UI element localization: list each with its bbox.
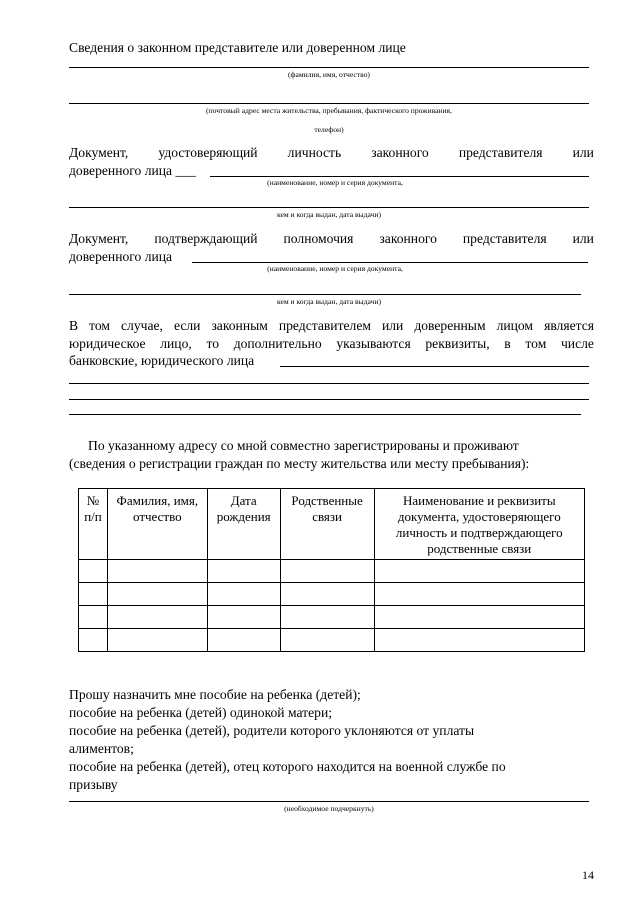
authority-doc-field[interactable]: [192, 262, 588, 263]
cell[interactable]: [207, 606, 280, 629]
word: лицо,: [160, 336, 192, 351]
identity-doc-issued-line[interactable]: [69, 207, 589, 208]
word: подтверждающий: [154, 231, 258, 246]
word: случае,: [121, 318, 163, 333]
identity-doc-label: доверенного лица ___: [69, 163, 196, 178]
word: том: [525, 336, 547, 351]
legal-entity-line1: [69, 318, 594, 334]
registered-line2: (сведения о регистрации граждан по месту жительства или месту пребывания):: [69, 456, 530, 471]
legal-entity-field-3[interactable]: [69, 399, 589, 400]
cell[interactable]: [374, 629, 584, 652]
address-caption: (почтовый адрес места жительства, пребывания, фактического проживания,: [206, 106, 452, 115]
header-birth-date: Дата рождения: [207, 489, 280, 560]
address-caption-phone: телефон): [314, 125, 344, 134]
cell[interactable]: [207, 560, 280, 583]
cell[interactable]: [79, 583, 108, 606]
legal-entity-field-2[interactable]: [69, 383, 589, 384]
header-relationship: Родственные связи: [280, 489, 374, 560]
authority-doc-issued-caption: кем и когда выдан, дата выдачи): [276, 297, 382, 306]
header-number: № п/п: [79, 489, 108, 560]
word: или: [572, 231, 594, 246]
table-row: [79, 583, 585, 606]
request-line4: алиментов;: [69, 741, 134, 756]
request-caption: (необходимое подчеркнуть): [284, 804, 374, 813]
identity-doc-field[interactable]: [210, 176, 589, 177]
word: то: [206, 336, 220, 351]
cell[interactable]: [79, 560, 108, 583]
identity-doc-name-caption: (наименование, номер и серия документа,: [267, 178, 403, 187]
word: представителем: [278, 318, 371, 333]
cell[interactable]: [374, 560, 584, 583]
word: в: [504, 336, 511, 351]
word: юридическое: [69, 336, 146, 351]
word: законного: [379, 231, 437, 246]
request-line5: пособие на ребенка (детей), отец которого находится на военной службе по: [69, 759, 506, 774]
cell[interactable]: [280, 606, 374, 629]
cell[interactable]: [107, 560, 207, 583]
word: или: [381, 318, 404, 333]
word: полномочия: [283, 231, 354, 246]
legal-entity-field-1[interactable]: [280, 366, 589, 367]
address-line[interactable]: [69, 103, 589, 104]
fio-caption: (фамилия, имя, отчество): [288, 70, 370, 79]
word: реквизиты,: [425, 336, 490, 351]
word: дополнительно: [233, 336, 322, 351]
cell[interactable]: [374, 583, 584, 606]
authority-doc-name-caption: (наименование, номер и серия документа,: [267, 264, 403, 273]
cell[interactable]: [79, 606, 108, 629]
request-line6: призыву: [69, 777, 118, 792]
registered-persons-table: [78, 488, 585, 652]
word: представителя: [462, 231, 547, 246]
cell[interactable]: [79, 629, 108, 652]
authority-doc-label: доверенного лица: [69, 249, 173, 264]
word: лицом: [496, 318, 534, 333]
word: законного: [371, 145, 429, 160]
registered-line1: По указанному адресу со мной совместно зарегистрированы и проживают: [88, 438, 519, 453]
word: или: [572, 145, 594, 160]
word: Документ,: [69, 231, 129, 246]
page-number: 14: [582, 868, 594, 882]
word: В: [69, 318, 79, 333]
table-row: [79, 560, 585, 583]
table-row: [79, 606, 585, 629]
cell[interactable]: [107, 606, 207, 629]
cell[interactable]: [107, 629, 207, 652]
cell[interactable]: [207, 583, 280, 606]
cell[interactable]: [280, 629, 374, 652]
legal-entity-field-4[interactable]: [69, 414, 581, 415]
word: указываются: [336, 336, 411, 351]
cell[interactable]: [280, 560, 374, 583]
request-line1: Прошу назначить мне пособие на ребенка (детей);: [69, 687, 361, 702]
cell[interactable]: [374, 606, 584, 629]
word: представителя: [458, 145, 543, 160]
word: является: [544, 318, 595, 333]
fio-line[interactable]: [69, 67, 589, 68]
authority-doc-issued-line[interactable]: [69, 294, 581, 295]
header-full-name: Фамилия, имя, отчество: [107, 489, 207, 560]
legal-entity-label: банковские, юридического лица: [69, 353, 255, 368]
word: если: [173, 318, 201, 333]
authority-doc-line1: [69, 231, 594, 247]
cell[interactable]: [207, 629, 280, 652]
word: законным: [211, 318, 268, 333]
cell[interactable]: [280, 583, 374, 606]
word: том: [89, 318, 110, 333]
legal-entity-line2: [69, 336, 594, 352]
identity-doc-issued-caption: кем и когда выдан, дата выдачи): [276, 210, 382, 219]
request-underline-field[interactable]: [69, 801, 589, 802]
section-heading: Сведения о законном представителе или доверенном лице: [69, 40, 406, 55]
cell[interactable]: [107, 583, 207, 606]
header-document: Наименование и реквизиты документа, удостоверяющего личность и подтверждающего родственные связи: [374, 489, 584, 560]
table-row: [79, 629, 585, 652]
request-line2: пособие на ребенка (детей) одинокой матери;: [69, 705, 332, 720]
word: доверенным: [414, 318, 486, 333]
word: удостоверяющий: [158, 145, 258, 160]
request-line3: пособие на ребенка (детей), родители которого уклоняются от уплаты: [69, 723, 475, 738]
identity-doc-line1: [69, 145, 594, 161]
table-header-row: [79, 489, 585, 560]
word: числе: [560, 336, 594, 351]
word: личность: [287, 145, 342, 160]
word: Документ,: [69, 145, 129, 160]
